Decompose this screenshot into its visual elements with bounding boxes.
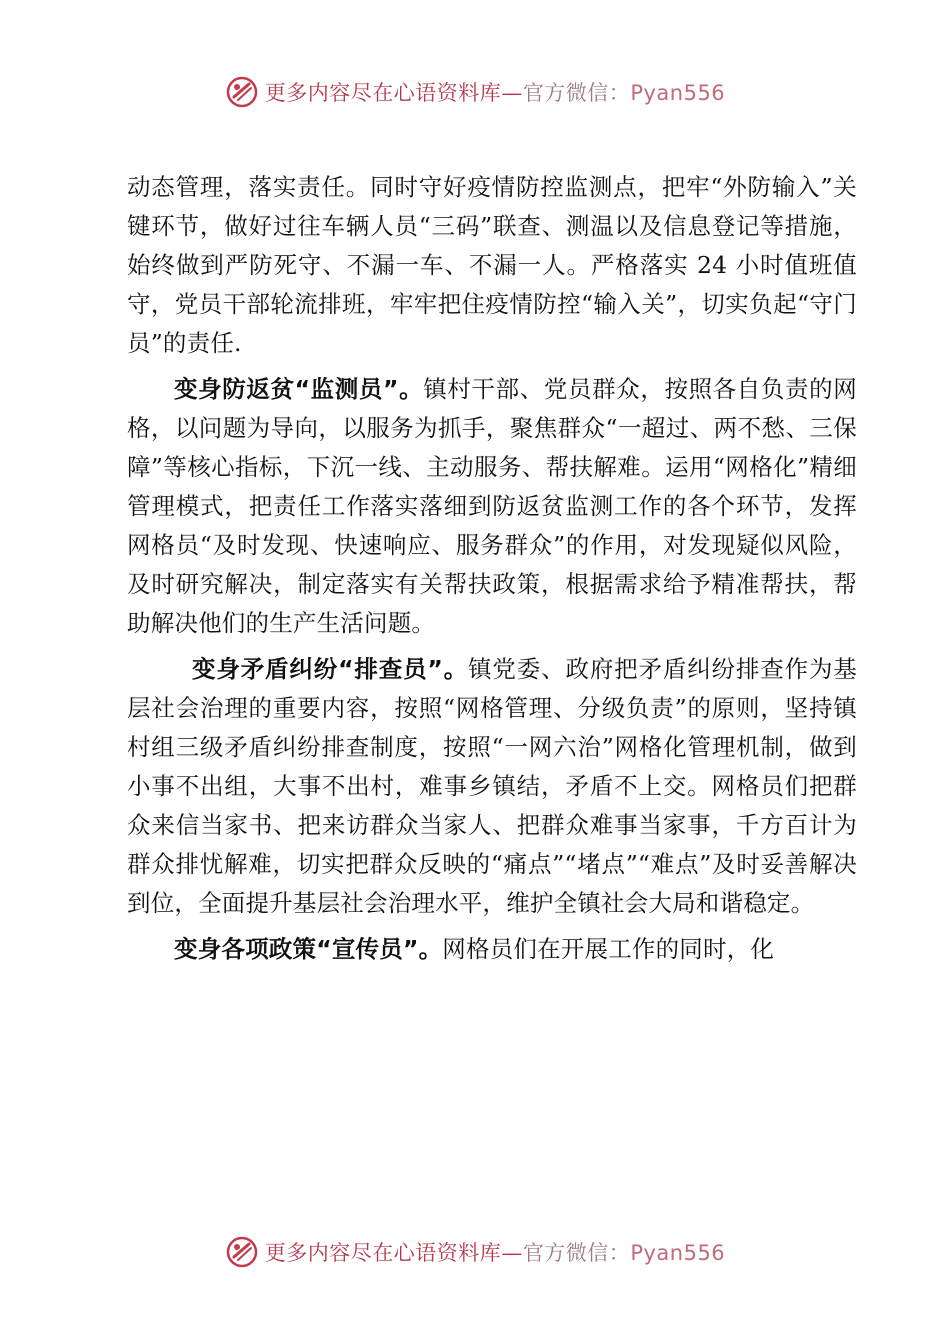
brand-logo-icon [225,75,259,109]
paragraph-text: 镇党委、政府把矛盾纠纷排查作为基层社会治理的重要内容，按照“网格管理、分级负责”的原则，坚持镇村组三级矛盾纠纷排查制度，按照“一网六治”网格化管理机制，做到小事不出组，大事不出村，难事乡镇结，矛盾不上交。网格员们把群众来信当家书、把来访群众当家人、把群众难事当家事，千方百计为群众排忧解难，切实把群众反映的“痛点”“堵点”“难点”及时妥善解决到位，全面提升基层社会治理水平，维护全镇社会大局和谐稳定。 [127,655,857,917]
banner-wechat-id: Pyan556 [630,1241,726,1265]
paragraph-heading: 变身各项政策“宣传员”。 [174,935,443,963]
banner-main-text: 更多内容尽在心语资料库 [264,81,502,105]
banner-wechat-label: 官方微信： [522,1241,631,1265]
banner-text [265,77,725,107]
footer-watermark-banner [0,1230,950,1274]
header-watermark-banner [0,70,950,114]
banner-wechat-label: 官方微信： [522,81,631,105]
paragraph-heading: 变身矛盾纠纷“排查员”。 [192,655,469,683]
paragraph-text: 网格员们在开展工作的同时，化 [442,935,775,963]
banner-separator: — [501,1241,523,1265]
brand-logo-icon [225,1235,259,1269]
paragraph-continuation [127,168,857,363]
paragraph-text: 动态管理，落实责任。同时守好疫情防控监测点，把牢“外防输入”关键环节，做好过往车辆人员“三码”联查、测温以及信息登记等措施，始终做到严防死守、不漏一车、不漏一人。严格落实 24 小时值班值守，党员干部轮流排班，牢牢把住疫情防控“输入关”，切实负起“守门员”的责任. [127,173,857,357]
banner-text [265,1237,725,1267]
banner-wechat-id: Pyan556 [630,81,726,105]
banner-main-text: 更多内容尽在心语资料库 [264,1241,502,1265]
banner-separator: — [501,81,523,105]
document-body [127,168,857,969]
paragraph-text: 镇村干部、党员群众，按照各自负责的网格，以问题为导向，以服务为抓手，聚焦群众“一超过、两不愁、三保障”等核心指标，下沉一线、主动服务、帮扶解难。运用“网格化”精细管理模式，把责任工作落实落细到防返贫监测工作的各个环节，发挥网格员“及时发现、快速响应、服务群众”的作用，对发现疑似风险，及时研究解决，制定落实有关帮扶政策，根据需求给予精准帮扶，帮助解决他们的生产生活问题。 [127,375,857,637]
paragraph-monitor [127,370,857,643]
paragraph-dispute [127,650,857,923]
paragraph-heading: 变身防返贫“监测员”。 [174,375,424,403]
paragraph-policy [127,930,857,969]
